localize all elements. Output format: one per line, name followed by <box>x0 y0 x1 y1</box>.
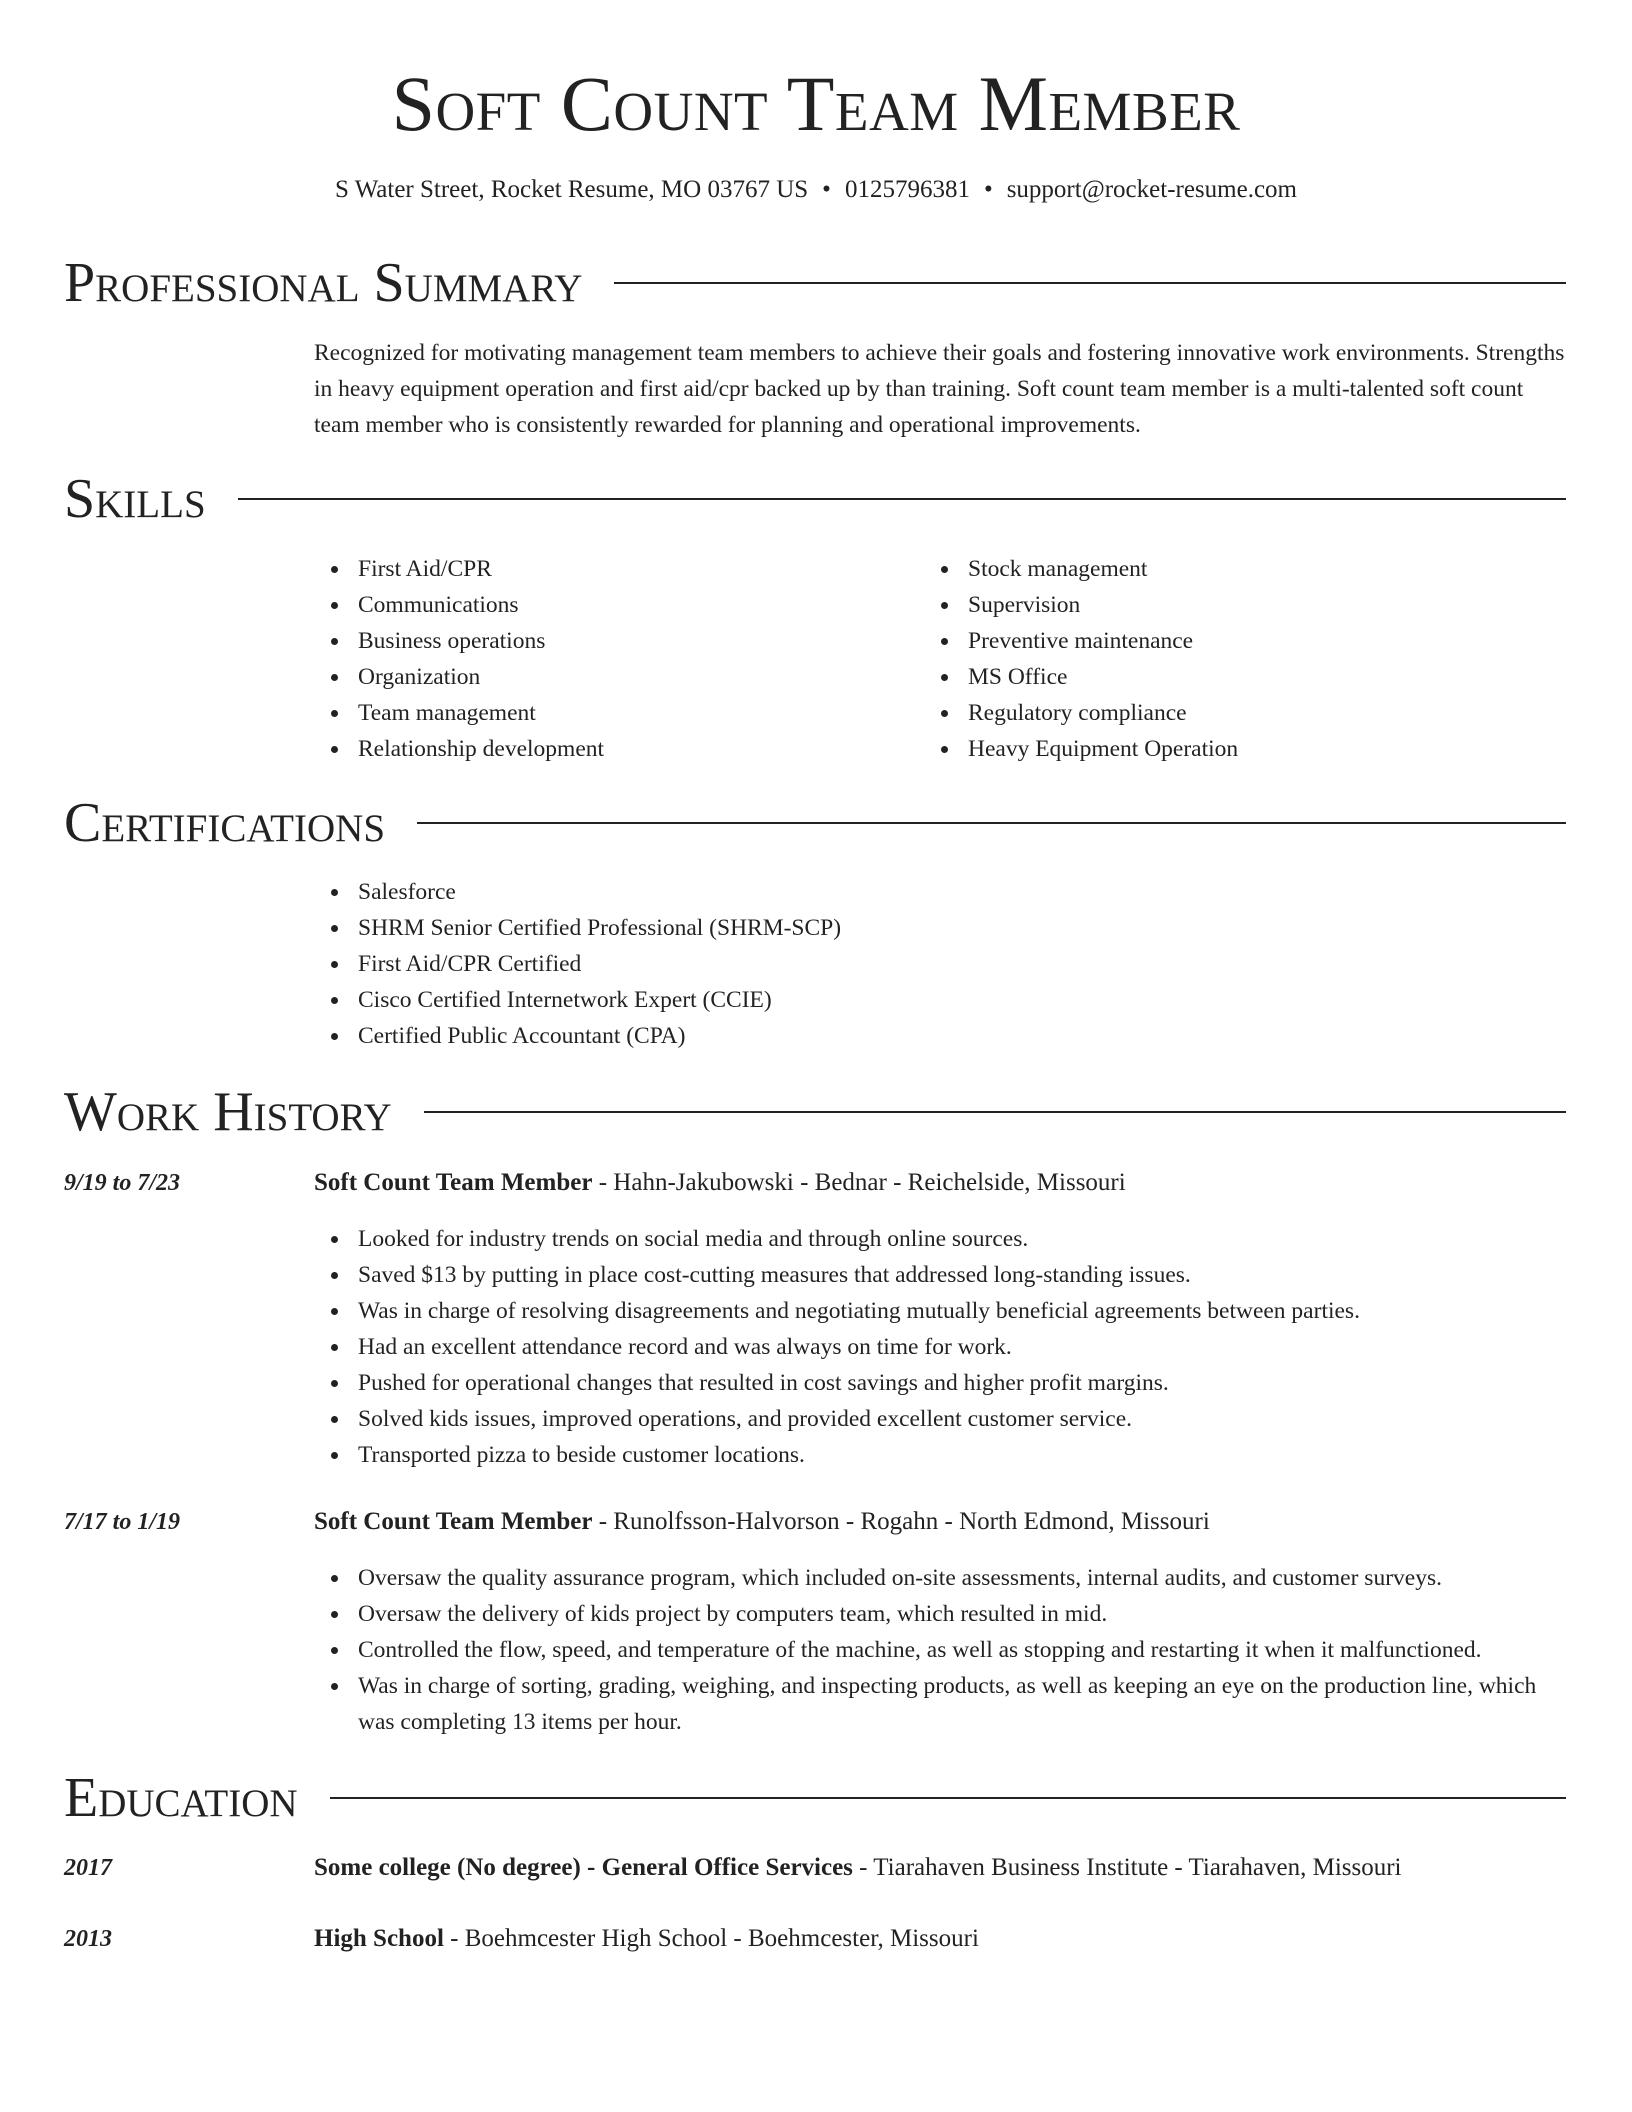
contact-email[interactable]: support@rocket-resume.com <box>1006 176 1297 203</box>
certification-item: First Aid/CPR Certified <box>358 946 841 982</box>
work-history-section-heading <box>64 1082 1566 1142</box>
job-details: - Runolfsson-Halvorson - Rogahn - North Edmond, Missouri <box>592 1508 1210 1535</box>
skills-list-left <box>314 551 604 767</box>
education-year: 2017 <box>64 1855 112 1881</box>
job-bullet: Pushed for operational changes that resulted in cost savings and higher profit margins. <box>358 1365 1360 1401</box>
job-bullets <box>314 1221 1360 1473</box>
certifications-heading-label: Certifications <box>64 792 386 854</box>
contact-phone[interactable]: 0125796381 <box>844 176 970 203</box>
education-degree: High School <box>314 1925 444 1952</box>
skill-item: Team management <box>358 695 604 731</box>
job-bullet: Looked for industry trends on social media and through online sources. <box>358 1221 1360 1257</box>
job-bullet: Oversaw the delivery of kids project by computers team, which resulted in mid. <box>358 1596 1566 1632</box>
summary-text: Recognized for motivating management team members to achieve their goals and fostering innovative work environments. Strengths in heavy equipment operation and first aid/cpr backed up by than training. Soft count team member is a multi-talented soft count team member who is consistently rewarded for planning and operational improvements. <box>314 340 1565 438</box>
education-degree: Some college (No degree) - General Office Services <box>314 1854 853 1881</box>
job-bullet: Was in charge of resolving disagreements and negotiating mutually beneficial agreements between parties. <box>358 1293 1360 1329</box>
contact-line <box>0 173 1632 207</box>
section-divider <box>238 498 1566 500</box>
job-title: Soft Count Team Member <box>314 1169 593 1196</box>
education-year: 2013 <box>64 1926 112 1952</box>
skill-item: Preventive maintenance <box>968 623 1238 659</box>
skills-heading-label: Skills <box>64 468 206 530</box>
education-details: - Tiarahaven Business Institute - Tiarahaven, Missouri <box>852 1854 1402 1881</box>
job-dates: 9/19 to 7/23 <box>64 1170 181 1196</box>
certification-item: Certified Public Accountant (CPA) <box>358 1018 841 1054</box>
job-bullet: Was in charge of sorting, grading, weighing, and inspecting products, as well as keeping an eye on the production line, which was completing 13 items per hour. <box>358 1668 1566 1740</box>
summary-section-heading <box>64 253 1566 313</box>
resume-title: Soft Count Team Member <box>391 60 1241 147</box>
job-bullets <box>314 1560 1566 1740</box>
contact-separator: • <box>983 176 993 203</box>
education-section-heading <box>64 1768 1566 1828</box>
certification-item: Cisco Certified Internetwork Expert (CCIE) <box>358 982 841 1018</box>
skills-list-right <box>924 551 1238 767</box>
job-header <box>314 1504 1210 1540</box>
section-divider <box>424 1111 1566 1113</box>
skill-item: First Aid/CPR <box>358 551 604 587</box>
job-header <box>314 1165 1126 1201</box>
job-bullet: Oversaw the quality assurance program, which included on-site assessments, internal audits, and customer surveys. <box>358 1560 1566 1596</box>
certification-item: SHRM Senior Certified Professional (SHRM-SCP) <box>358 910 841 946</box>
skills-section-heading <box>64 469 1566 529</box>
skill-item: Business operations <box>358 623 604 659</box>
job-title: Soft Count Team Member <box>314 1508 593 1535</box>
job-bullet: Had an excellent attendance record and was always on time for work. <box>358 1329 1360 1365</box>
education-details: - Boehmcester High School - Boehmcester, Missouri <box>443 1925 979 1952</box>
education-entry <box>314 1850 1402 1886</box>
education-entry <box>314 1921 979 1957</box>
certification-item: Salesforce <box>358 874 841 910</box>
job-bullet: Solved kids issues, improved operations, and provided excellent customer service. <box>358 1401 1360 1437</box>
skill-item: Heavy Equipment Operation <box>968 731 1238 767</box>
summary-heading-label: Professional Summary <box>64 252 583 314</box>
skill-item: Communications <box>358 587 604 623</box>
section-divider <box>417 822 1566 824</box>
skill-item: Stock management <box>968 551 1238 587</box>
skill-item: MS Office <box>968 659 1238 695</box>
certifications-section-heading <box>64 793 1566 853</box>
section-divider <box>614 282 1566 284</box>
certifications-list <box>314 874 841 1054</box>
education-heading-label: Education <box>64 1767 298 1829</box>
skill-item: Regulatory compliance <box>968 695 1238 731</box>
contact-address: S Water Street, Rocket Resume, MO 03767 US <box>335 176 809 203</box>
job-bullet: Controlled the flow, speed, and temperature of the machine, as well as stopping and restarting it when it malfunctioned. <box>358 1632 1566 1668</box>
skill-item: Supervision <box>968 587 1238 623</box>
section-divider <box>330 1797 1566 1799</box>
contact-separator: • <box>822 176 831 203</box>
job-bullet: Saved $13 by putting in place cost-cutting measures that addressed long-standing issues. <box>358 1257 1360 1293</box>
work-history-heading-label: Work History <box>64 1081 392 1143</box>
job-details: - Hahn-Jakubowski - Bednar - Reichelside, Missouri <box>592 1169 1126 1196</box>
skill-item: Relationship development <box>358 731 604 767</box>
job-dates: 7/17 to 1/19 <box>64 1509 181 1535</box>
job-bullet: Transported pizza to beside customer locations. <box>358 1437 1360 1473</box>
skill-item: Organization <box>358 659 604 695</box>
